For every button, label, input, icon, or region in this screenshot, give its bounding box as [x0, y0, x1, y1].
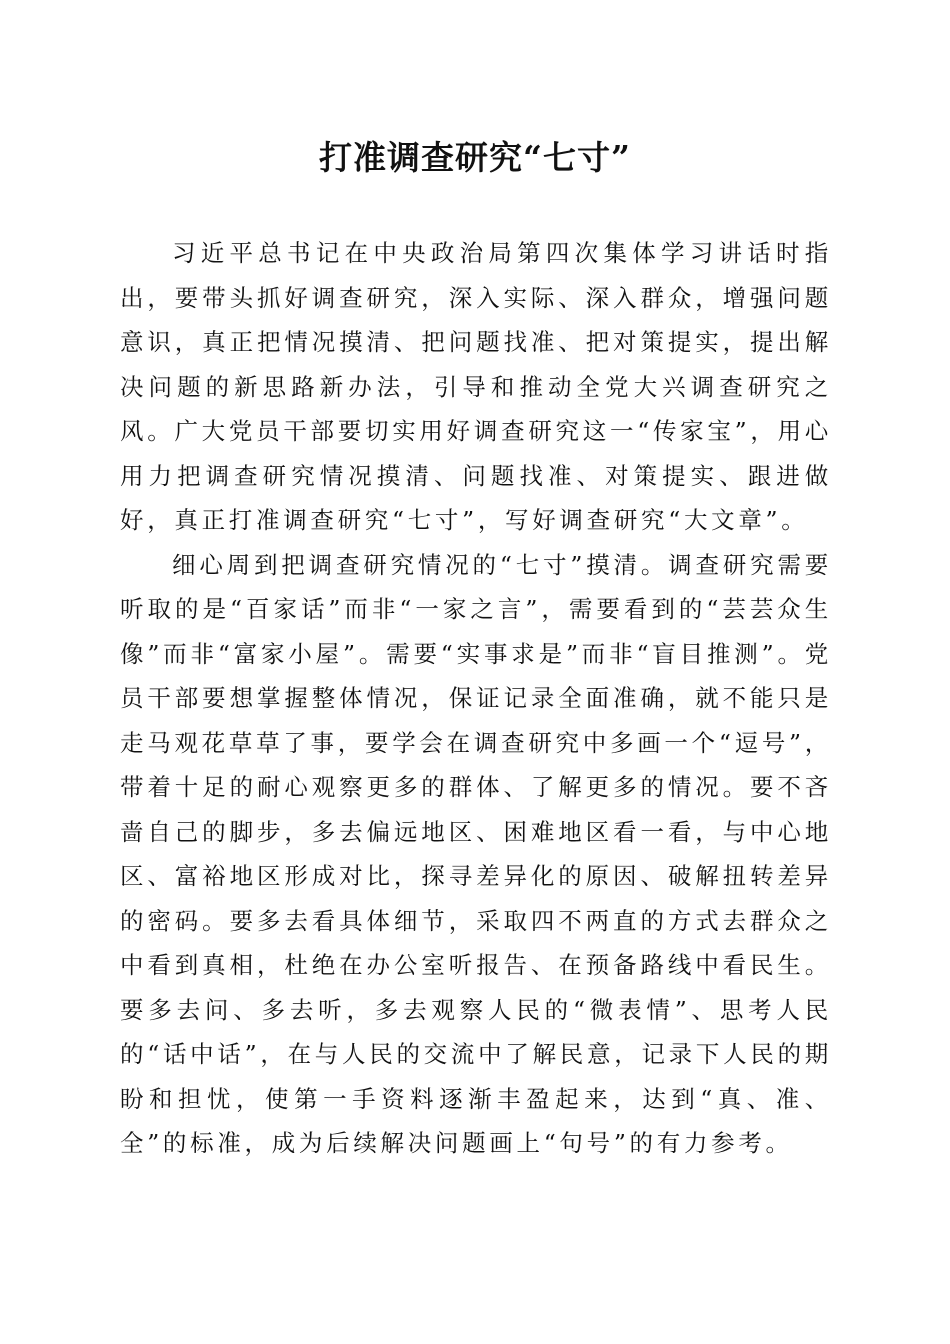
document-body	[120, 231, 832, 1166]
paragraph-2: 细心周到把调查研究情况的“七寸”摸清。调查研究需要听取的是“百家话”而非“一家之言”，需要看到的“芸芸众生像”而非“富家小屋”。需要“实事求是”而非“盲目推测”。党员干部要想掌握整体情况，保证记录全面准确，就不能只是走马观花草草了事，要学会在调查研究中多画一个“逗号”，带着十足的耐心观察更多的群体、了解更多的情况。要不吝啬自己的脚步，多去偏远地区、困难地区看一看，与中心地区、富裕地区形成对比，探寻差异化的原因、破解扭转差异的密码。要多去看具体细节，采取四不两直的方式去群众之中看到真相，杜绝在办公室听报告、在预备路线中看民生。要多去问、多去听，多去观察人民的“微表情”、思考人民的“话中话”，在与人民的交流中了解民意，记录下人民的期盼和担忧，使第一手资料逐渐丰盈起来，达到“真、准、全”的标准，成为后续解决问题画上“句号”的有力参考。	[120, 550, 832, 1157]
document-title: 打准调查研究“七寸”	[319, 138, 631, 177]
paragraph-1: 习近平总书记在中央政治局第四次集体学习讲话时指出，要带头抓好调查研究，深入实际、深入群众，增强问题意识，真正把情况摸清、把问题找准、把对策提实，提出解决问题的新思路新办法，引导和推动全党大兴调查研究之风。广大党员干部要切实用好调查研究这一“传家宝”，用心用力把调查研究情况摸清、问题找准、对策提实、跟进做好，真正打准调查研究“七寸”，写好调查研究“大文章”。	[120, 239, 832, 534]
